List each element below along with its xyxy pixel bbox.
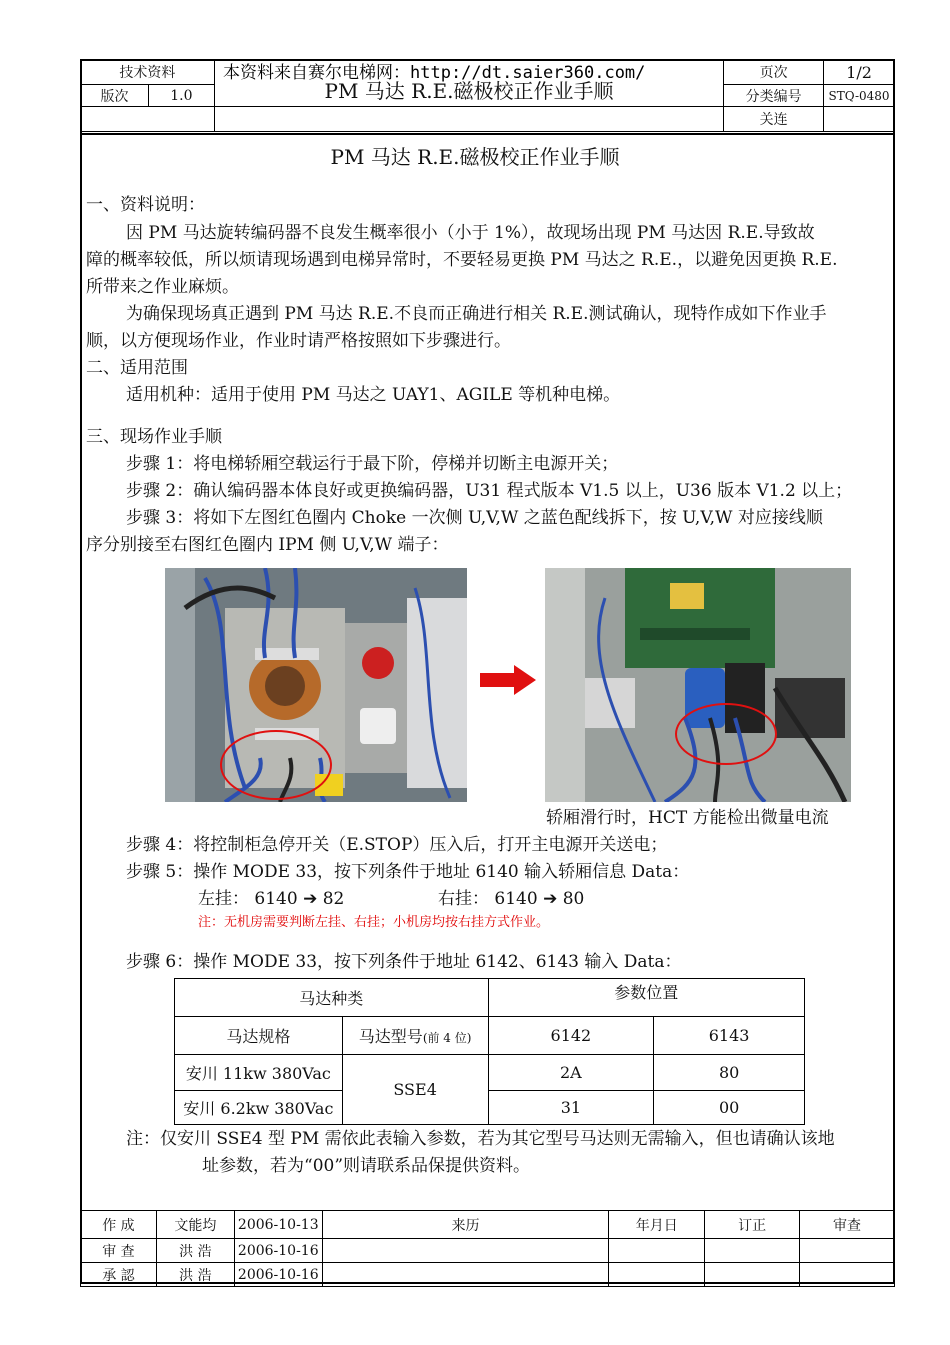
version-value: 1.0 [148,85,214,107]
check-label: 审 查 [81,1239,157,1263]
table-row [175,1091,805,1125]
approve-date: 2006-10-16 [234,1263,322,1287]
step-3-line1: 步骤 3：将如下左图红色圈内 Choke 一次侧 U,V,W 之蓝色配线拆下，按 U,V,W 对应接线顺 [126,508,823,528]
document-title: PM 马达 R.E.磁极校正作业手顺 [330,145,620,169]
blank-cell [800,1263,895,1287]
class-number: STQ-0480 [824,85,895,107]
step-6: 步骤 6：操作 MODE 33，按下列条件于地址 6142、6143 输入 Data： [126,952,682,972]
made-date: 2006-10-13 [234,1211,322,1239]
step-1: 步骤 1：将电梯轿厢空载运行于最下阶，停梯并切断主电源开关； [126,454,619,474]
section2-text: 适用机种：适用于使用 PM 马达之 UAY1、AGILE 等机种电梯。 [126,385,621,405]
made-label: 作 成 [81,1211,157,1239]
value-6143: 00 [654,1091,805,1125]
choke-photo [165,568,467,802]
arrow-right-icon [480,665,538,695]
final-note-line1: 注：仅安川 SSE4 型 PM 需依此表输入参数，若为其它型号马达则无需输入，但也请确认该地 [126,1129,835,1149]
revise-label: 订正 [705,1211,800,1239]
section1-p1-line3: 所带来之作业麻烦。 [86,277,239,297]
right-hang: 右挂： 6140 ➔ 80 [438,889,585,909]
red-circle-highlight [220,730,332,800]
related-value [824,107,895,132]
header-title: PM 马达 R.E.磁极校正作业手顺 [214,60,723,107]
ipm-photo [545,568,851,802]
section3-heading: 三、现场作业手顺 [86,427,222,447]
section1-p2-line1: 为确保现场真正遇到 PM 马达 R.E.不良而正确进行相关 R.E.测试确认，现特作成如下作业手 [126,304,827,324]
spec-header: 马达规格 [175,1017,343,1055]
param-position-header: 参数位置 [488,979,804,1017]
red-circle-highlight [675,703,777,765]
doc-type: 技术资料 [81,60,215,85]
review-label: 审查 [800,1211,895,1239]
parameter-table [174,978,805,1125]
step-5: 步骤 5：操作 MODE 33，按下列条件于地址 6140 输入轿厢信息 Data： [126,862,690,882]
red-note: 注：无机房需要判断左挂、右挂；小机房均按右挂方式作业。 [198,915,550,930]
watermark: 本资料来自赛尔电梯网：http://dt.saier360.com/ [223,63,646,83]
model-header [342,1017,488,1055]
approve-label: 承 認 [81,1263,157,1287]
made-by: 文能均 [156,1211,234,1239]
blank-cell [609,1263,705,1287]
photo-caption: 轿厢滑行时，HCT 方能检出微量电流 [546,808,829,828]
motor-type-header: 马达种类 [175,979,489,1017]
blank-cell [705,1239,800,1263]
date-label: 年月日 [609,1211,705,1239]
footer-table [80,1210,895,1287]
left-hang: 左挂： 6140 ➔ 82 [198,889,345,909]
section1-p1-line2: 障的概率较低，所以烦请现场遇到电梯异常时，不要轻易更换 PM 马达之 R.E.，以避免因更换 R.E. [86,250,838,270]
header-divider [80,133,895,135]
check-by: 洪 浩 [156,1239,234,1263]
page-number: 1/2 [824,60,895,85]
value-6142: 2A [488,1055,654,1091]
step-2: 步骤 2：确认编码器本体良好或更换编码器，U31 程式版本 V1.5 以上，U36 版本 V1.2 以上； [126,481,853,501]
blank-cell [705,1263,800,1287]
section1-heading: 一、资料说明： [86,195,205,215]
blank-cell [322,1239,609,1263]
motor-spec: 安川 6.2kw 380Vac [175,1091,343,1125]
blank-cell [214,107,723,132]
section2-heading: 二、适用范围 [86,358,188,378]
blank-cell [800,1239,895,1263]
blank-cell [81,107,215,132]
step-3-line2: 序分别接至右图红色圈内 IPM 侧 U,V,W 端子： [86,535,449,555]
ipm-photo-illustration [545,568,851,802]
check-date: 2006-10-16 [234,1239,322,1263]
address-6143-header: 6143 [654,1017,805,1055]
model-header-text: 马达型号 [358,1027,423,1046]
related-label: 关连 [724,107,824,132]
history-label: 来历 [322,1211,609,1239]
approve-by: 洪 浩 [156,1263,234,1287]
value-6143: 80 [654,1055,805,1091]
motor-model: SSE4 [342,1055,488,1125]
address-6142-header: 6142 [488,1017,654,1055]
version-label: 版次 [81,85,149,107]
section1-p1-line1: 因 PM 马达旋转编码器不良发生概率很小（小于 1%），故现场出现 PM 马达因 R.E.导致故 [126,223,815,243]
table-row [175,1055,805,1091]
section1-p2-line2: 顺，以方便现场作业，作业时请严格按照如下步骤进行。 [86,331,511,351]
model-header-note: (前 4 位) [422,1031,472,1045]
page-label: 页次 [724,60,824,85]
blank-cell [322,1263,609,1287]
motor-spec: 安川 11kw 380Vac [175,1055,343,1091]
step-4: 步骤 4：将控制柜急停开关（E.STOP）压入后，打开主电源开关送电； [126,835,668,855]
class-label: 分类编号 [724,85,824,107]
final-note-line2: 址参数，若为“00”则请联系品保提供资料。 [202,1156,531,1176]
blank-cell [609,1239,705,1263]
value-6142: 31 [488,1091,654,1125]
